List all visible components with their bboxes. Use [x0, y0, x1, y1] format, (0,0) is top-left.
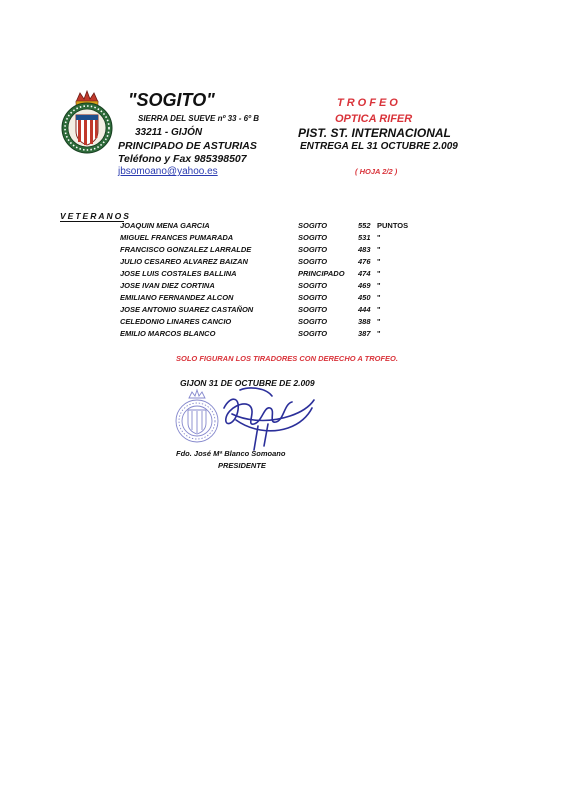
shooter-name: JOSE LUIS COSTALES BALLINA — [120, 269, 237, 278]
shooter-name: EMILIANO FERNANDEZ ALCON — [120, 293, 234, 302]
shooter-score: 450 — [358, 293, 371, 302]
address-street: SIERRA DEL SUEVE nº 33 - 6º B — [138, 114, 259, 123]
shooter-score: 483 — [358, 245, 371, 254]
sheet-number: ( HOJA 2/2 ) — [355, 167, 398, 176]
score-unit: " — [377, 305, 381, 314]
shooter-score: 474 — [358, 269, 371, 278]
shooter-club: SOGITO — [298, 293, 328, 302]
shooter-club: SOGITO — [298, 221, 328, 230]
shooter-name: CELEDONIO LINARES CANCIO — [120, 317, 232, 326]
shooter-score: 476 — [358, 257, 371, 266]
event-date: ENTREGA EL 31 OCTUBRE 2.009 — [300, 141, 458, 152]
shooter-score: 387 — [358, 329, 371, 338]
shooter-club: PRINCIPADO — [298, 269, 345, 278]
shooter-score: 388 — [358, 317, 371, 326]
result-row — [0, 221, 581, 233]
score-unit: " — [377, 245, 381, 254]
shooter-score: 552 — [358, 221, 371, 230]
shooter-club: SOGITO — [298, 281, 328, 290]
result-row — [0, 269, 581, 281]
score-unit: " — [377, 293, 381, 302]
trophy-note: SOLO FIGURAN LOS TIRADORES CON DERECHO A TROFEO. — [176, 354, 398, 363]
shooter-name: JOAQUIN MENA GARCIA — [120, 221, 210, 230]
result-row — [0, 257, 581, 269]
results-list — [0, 221, 581, 341]
score-unit: " — [377, 233, 381, 242]
address-city: 33211 - GIJÓN — [135, 127, 203, 138]
shooter-name: MIGUEL FRANCES PUMARADA — [120, 233, 234, 242]
result-row — [0, 305, 581, 317]
score-unit: " — [377, 269, 381, 278]
shooter-name: FRANCISCO GONZALEZ LARRALDE — [120, 245, 252, 254]
address-region: PRINCIPADO DE ASTURIAS — [118, 140, 257, 152]
shooter-name: JOSE ANTONIO SUAREZ CASTAÑON — [120, 305, 254, 314]
trophy-name: OPTICA RIFER — [335, 113, 413, 125]
shooter-score: 531 — [358, 233, 371, 242]
score-unit: " — [377, 281, 381, 290]
shooter-name: JULIO CESAREO ALVAREZ BAIZAN — [120, 257, 248, 266]
shooter-club: SOGITO — [298, 257, 328, 266]
result-row — [0, 293, 581, 305]
shooter-name: EMILIO MARCOS BLANCO — [120, 329, 216, 338]
email-link[interactable]: jbsomoano@yahoo.es — [118, 166, 218, 177]
shooter-score: 469 — [358, 281, 371, 290]
score-unit: PUNTOS — [377, 221, 409, 230]
handwritten-signature-icon — [210, 380, 320, 458]
result-row — [0, 329, 581, 341]
category-heading: VETERANOS — [60, 211, 131, 221]
signer-name: Fdo. José Mª Blanco Somoano — [176, 449, 286, 458]
club-crest-icon — [58, 88, 116, 156]
result-row — [0, 233, 581, 245]
trophy-label: TROFEO — [337, 97, 401, 109]
shooter-name: JOSE IVAN DIEZ CORTINA — [120, 281, 215, 290]
shooter-club: SOGITO — [298, 329, 328, 338]
result-row — [0, 281, 581, 293]
shooter-club: SOGITO — [298, 245, 328, 254]
result-row — [0, 245, 581, 257]
shooter-club: SOGITO — [298, 305, 328, 314]
shooter-club: SOGITO — [298, 317, 328, 326]
event-name: PIST. ST. INTERNACIONAL — [298, 126, 451, 140]
score-unit: " — [377, 257, 381, 266]
result-row — [0, 317, 581, 329]
signature-date: GIJON 31 DE OCTUBRE DE 2.009 — [180, 378, 315, 388]
shooter-score: 444 — [358, 305, 371, 314]
signer-role: PRESIDENTE — [218, 461, 266, 470]
score-unit: " — [377, 317, 381, 326]
club-name: "SOGITO" — [128, 90, 215, 110]
phone-fax: Teléfono y Fax 985398507 — [118, 153, 247, 165]
shooter-club: SOGITO — [298, 233, 328, 242]
score-unit: " — [377, 329, 381, 338]
